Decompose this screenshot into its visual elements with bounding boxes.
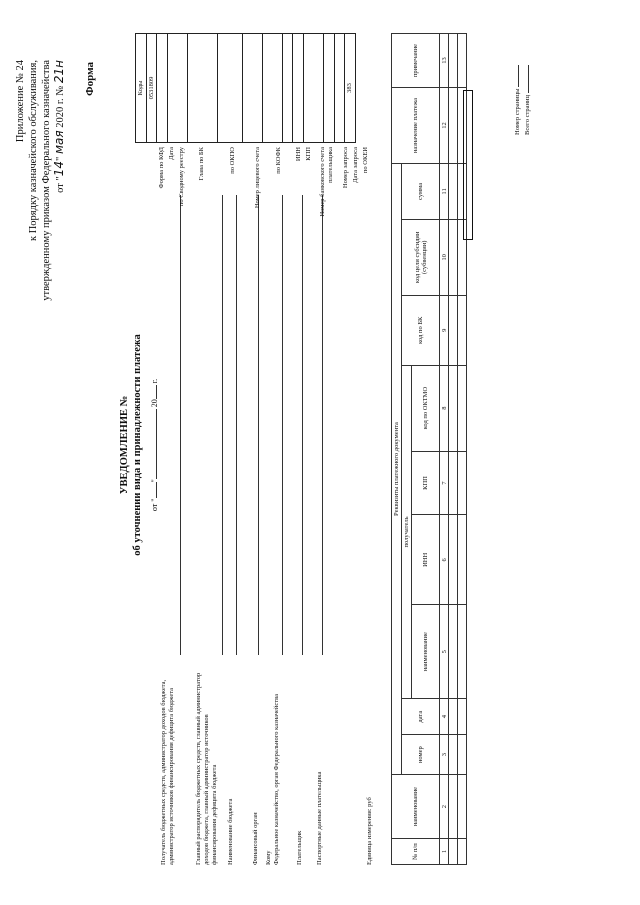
label-okei: по ОКЕИ	[362, 147, 369, 174]
label-okud: Форма по КФД	[158, 147, 165, 189]
label-inn: ИНН	[295, 147, 302, 162]
col-oktmo: код по ОКТМО	[412, 365, 440, 451]
line-main-admin	[222, 195, 223, 655]
label-date: Дата	[168, 147, 175, 160]
col-doc-number: номер	[402, 735, 440, 775]
label-kofk: по КОФК	[275, 147, 282, 174]
document-title	[118, 285, 161, 605]
bank-account-code	[303, 34, 323, 143]
label-payer: Плательщик	[296, 830, 303, 865]
label-main-admin: Главный распорядитель бюджетных средств, главный администратор доходов бюджета, главный администратор источников финансирования дефицита бюджета	[195, 672, 218, 865]
payment-details-table	[391, 33, 467, 865]
line-fin-organ	[258, 195, 259, 655]
handwritten-day: 14	[52, 160, 66, 177]
line-budget-name	[236, 195, 237, 655]
appendix-number: Приложение № 24	[15, 60, 26, 143]
personal-account-code	[242, 34, 262, 143]
handwritten-month: мая	[52, 130, 66, 155]
codes-header: Коды	[136, 34, 147, 143]
col-kbk: код по БК	[402, 295, 440, 365]
col-note: примечание	[392, 34, 440, 88]
title-date-line: от "" 20 г.	[150, 378, 159, 512]
label-okpo: по ОКПО	[229, 147, 236, 174]
label-unit: Единица измерения: руб	[366, 797, 373, 865]
codes-table	[135, 33, 356, 143]
appendix-order-ref: к Порядку казначейского обслуживания,	[28, 60, 39, 242]
col-sum: сумма	[402, 163, 440, 219]
label-request-no: Номер запроса	[342, 147, 349, 189]
col-subsidy: код цели субсидии (субвенции)	[402, 219, 440, 295]
glava-code	[187, 34, 217, 143]
label-recipient: Получатель бюджетных средств, администратор доходов бюджета, администратор источников финансирования дефицита бюджета	[160, 679, 175, 865]
kpp-code	[293, 34, 304, 143]
line-payer	[302, 195, 303, 655]
inn-code	[282, 34, 293, 143]
col-purpose: назначение платежа	[392, 88, 440, 164]
okei-code: 383	[345, 34, 356, 143]
appendix-header	[14, 60, 67, 420]
label-budget-name: Наименование бюджета	[227, 798, 234, 865]
request-date-code	[334, 34, 345, 143]
appendix-approved-by: утвержденному приказом Федерального казначейства	[41, 60, 52, 301]
col-doc-date: дата	[402, 699, 440, 735]
okud-code: 0531809	[146, 34, 157, 143]
request-no-code	[323, 34, 334, 143]
handwritten-order-number: 21н	[52, 60, 66, 84]
label-komu: Кому Федеральное казначейство, орган Федерального казначейства	[265, 694, 280, 865]
line-fk-organ	[282, 195, 283, 655]
okpo-code	[217, 34, 242, 143]
title-notice-number: УВЕДОМЛЕНИЕ №	[119, 395, 130, 495]
label-svodny: по Сводному реестру	[178, 147, 185, 207]
page-number: Номер страницы	[512, 15, 522, 135]
line-passport	[322, 195, 323, 655]
col-inn: ИНН	[412, 515, 440, 605]
label-passport: Паспортные данные плательщика	[316, 771, 323, 865]
appendix-date-line: от "14" мая 2020 г. № 21н	[52, 60, 66, 193]
label-bank-account: Номер банковского счета плательщика	[319, 147, 334, 217]
col-kpp: КПП	[412, 451, 440, 515]
title-subject: об уточнении вида и принадлежности платежа	[132, 334, 143, 556]
group-recipient: получатель	[402, 365, 412, 699]
footer-pages	[512, 15, 532, 135]
kofk-code	[262, 34, 282, 143]
page-total: Всего страниц	[522, 15, 532, 135]
col-name: наименование	[392, 775, 440, 839]
line-recipient	[180, 195, 181, 655]
form-label: Форма	[84, 62, 96, 96]
table-row	[449, 34, 458, 865]
col-num: № п/п	[392, 839, 440, 865]
column-numbers-row: 1 2 3 4 5 6 7 8 9 10 11 12 13	[440, 34, 449, 865]
label-fin-organ: Финансовый орган	[252, 812, 259, 865]
totals-box	[463, 90, 473, 240]
label-kpp: КПП	[305, 147, 312, 161]
group-payment-doc: Реквизиты платежного документа	[392, 163, 402, 774]
svodny-code	[167, 34, 187, 143]
col-rec-name: наименование	[412, 605, 440, 699]
date-code	[157, 34, 168, 143]
label-personal-account: Номер лицевого счета	[254, 147, 261, 209]
label-glava: Глава по БК	[198, 147, 205, 181]
label-request-date: Дата запроса	[352, 147, 359, 183]
